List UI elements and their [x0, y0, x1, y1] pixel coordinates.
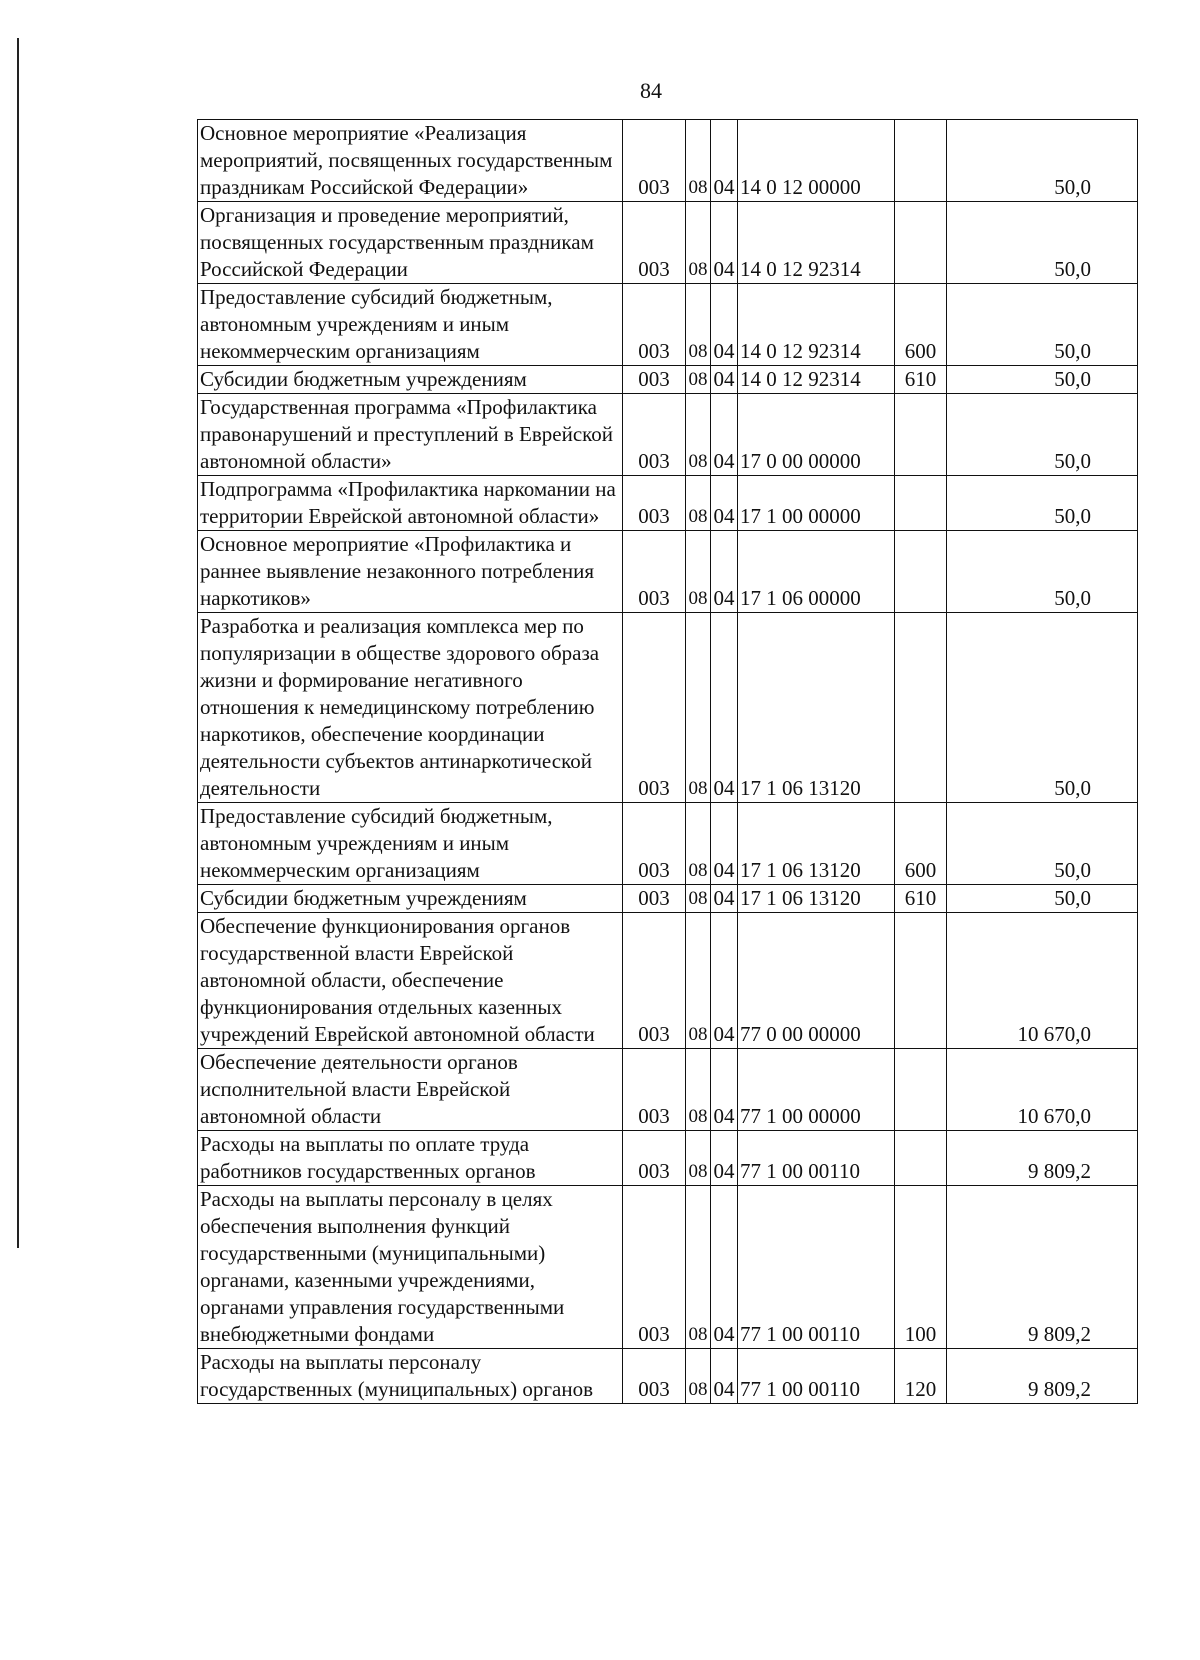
row-amount-cell: 50,0: [947, 284, 1138, 366]
table-row: [198, 1049, 1138, 1131]
row-grbs-cell: 003: [623, 366, 686, 394]
row-subsection-cell: 04: [711, 803, 738, 885]
table-row: [198, 531, 1138, 613]
row-subsection-cell: 04: [711, 120, 738, 202]
table-row: [198, 613, 1138, 803]
row-subsection-cell: 04: [711, 202, 738, 284]
row-name-cell: Организация и проведение мероприятий, посвященных государственным праздникам Российской Федерации: [198, 202, 623, 284]
table-row: [198, 284, 1138, 366]
row-target-article-cell: 14 0 12 92314: [738, 366, 895, 394]
row-target-article-cell: 77 1 00 00110: [738, 1186, 895, 1349]
row-expense-type-cell: [895, 1049, 947, 1131]
row-amount-cell: 50,0: [947, 202, 1138, 284]
row-name-cell: Расходы на выплаты персоналу в целях обеспечения выполнения функций государственными (муниципальными) органами, казенными учреждениями, органами управления государственными внебюджетными фондами: [198, 1186, 623, 1349]
row-expense-type-cell: [895, 476, 947, 531]
row-amount-cell: 50,0: [947, 531, 1138, 613]
row-grbs-cell: 003: [623, 1049, 686, 1131]
row-expense-type-cell: 600: [895, 803, 947, 885]
row-section-cell: 08: [686, 913, 711, 1049]
table-row: [198, 394, 1138, 476]
row-grbs-cell: 003: [623, 120, 686, 202]
row-grbs-cell: 003: [623, 613, 686, 803]
row-grbs-cell: 003: [623, 202, 686, 284]
row-expense-type-cell: [895, 913, 947, 1049]
row-target-article-cell: 77 1 00 00110: [738, 1131, 895, 1186]
row-section-cell: 08: [686, 885, 711, 913]
row-name-cell: Государственная программа «Профилактика правонарушений и преступлений в Еврейской автономной области»: [198, 394, 623, 476]
row-amount-cell: 50,0: [947, 120, 1138, 202]
row-target-article-cell: 14 0 12 92314: [738, 202, 895, 284]
table-row: [198, 1131, 1138, 1186]
row-grbs-cell: 003: [623, 531, 686, 613]
table-row: [198, 1349, 1138, 1404]
row-name-cell: Обеспечение деятельности органов исполнительной власти Еврейской автономной области: [198, 1049, 623, 1131]
row-expense-type-cell: [895, 120, 947, 202]
row-name-cell: Основное мероприятие «Реализация мероприятий, посвященных государственным праздникам Российской Федерации»: [198, 120, 623, 202]
row-amount-cell: 50,0: [947, 885, 1138, 913]
row-amount-cell: 50,0: [947, 476, 1138, 531]
row-name-cell: Основное мероприятие «Профилактика и раннее выявление незаконного потребления наркотиков»: [198, 531, 623, 613]
row-subsection-cell: 04: [711, 1349, 738, 1404]
row-grbs-cell: 003: [623, 1349, 686, 1404]
row-name-cell: Субсидии бюджетным учреждениям: [198, 885, 623, 913]
row-subsection-cell: 04: [711, 366, 738, 394]
row-target-article-cell: 14 0 12 92314: [738, 284, 895, 366]
table-row: [198, 1186, 1138, 1349]
row-amount-cell: 50,0: [947, 394, 1138, 476]
row-target-article-cell: 17 0 00 00000: [738, 394, 895, 476]
row-section-cell: 08: [686, 394, 711, 476]
row-section-cell: 08: [686, 120, 711, 202]
row-subsection-cell: 04: [711, 531, 738, 613]
row-expense-type-cell: 120: [895, 1349, 947, 1404]
row-name-cell: Подпрограмма «Профилактика наркомании на территории Еврейской автономной области»: [198, 476, 623, 531]
row-target-article-cell: 17 1 06 13120: [738, 885, 895, 913]
row-amount-cell: 10 670,0: [947, 1049, 1138, 1131]
row-amount-cell: 50,0: [947, 613, 1138, 803]
row-target-article-cell: 77 1 00 00000: [738, 1049, 895, 1131]
row-amount-cell: 9 809,2: [947, 1349, 1138, 1404]
row-expense-type-cell: 100: [895, 1186, 947, 1349]
row-subsection-cell: 04: [711, 913, 738, 1049]
row-subsection-cell: 04: [711, 885, 738, 913]
row-target-article-cell: 17 1 06 13120: [738, 613, 895, 803]
row-target-article-cell: 17 1 06 00000: [738, 531, 895, 613]
row-target-article-cell: 14 0 12 00000: [738, 120, 895, 202]
row-amount-cell: 50,0: [947, 803, 1138, 885]
row-subsection-cell: 04: [711, 476, 738, 531]
row-section-cell: 08: [686, 284, 711, 366]
row-name-cell: Предоставление субсидий бюджетным, автономным учреждениям и иным некоммерческим организациям: [198, 284, 623, 366]
table-row: [198, 803, 1138, 885]
row-expense-type-cell: [895, 531, 947, 613]
row-section-cell: 08: [686, 366, 711, 394]
row-name-cell: Расходы на выплаты по оплате труда работников государственных органов: [198, 1131, 623, 1186]
row-subsection-cell: 04: [711, 1186, 738, 1349]
page-number: 84: [640, 78, 662, 103]
row-amount-cell: 10 670,0: [947, 913, 1138, 1049]
row-expense-type-cell: [895, 202, 947, 284]
row-subsection-cell: 04: [711, 1131, 738, 1186]
row-section-cell: 08: [686, 1186, 711, 1349]
row-amount-cell: 9 809,2: [947, 1186, 1138, 1349]
row-grbs-cell: 003: [623, 885, 686, 913]
row-section-cell: 08: [686, 1049, 711, 1131]
row-expense-type-cell: [895, 613, 947, 803]
row-target-article-cell: 77 0 00 00000: [738, 913, 895, 1049]
row-name-cell: Предоставление субсидий бюджетным, автономным учреждениям и иным некоммерческим организациям: [198, 803, 623, 885]
row-expense-type-cell: [895, 394, 947, 476]
row-name-cell: Разработка и реализация комплекса мер по популяризации в обществе здорового образа жизни и формирование негативного отношения к немедицинскому потреблению наркотиков, обеспечение координации деятельности субъектов антинаркотической деятельности: [198, 613, 623, 803]
row-grbs-cell: 003: [623, 476, 686, 531]
budget-table-body: [198, 120, 1138, 1404]
row-section-cell: 08: [686, 202, 711, 284]
row-amount-cell: 50,0: [947, 366, 1138, 394]
row-target-article-cell: 77 1 00 00110: [738, 1349, 895, 1404]
row-grbs-cell: 003: [623, 1131, 686, 1186]
row-target-article-cell: 17 1 06 13120: [738, 803, 895, 885]
row-subsection-cell: 04: [711, 394, 738, 476]
row-section-cell: 08: [686, 613, 711, 803]
table-row: [198, 476, 1138, 531]
table-row: [198, 366, 1138, 394]
table-row: [198, 885, 1138, 913]
row-grbs-cell: 003: [623, 803, 686, 885]
row-section-cell: 08: [686, 1131, 711, 1186]
row-expense-type-cell: 610: [895, 885, 947, 913]
row-amount-cell: 9 809,2: [947, 1131, 1138, 1186]
table-row: [198, 120, 1138, 202]
row-section-cell: 08: [686, 476, 711, 531]
row-expense-type-cell: 600: [895, 284, 947, 366]
row-grbs-cell: 003: [623, 394, 686, 476]
table-row: [198, 913, 1138, 1049]
row-subsection-cell: 04: [711, 1049, 738, 1131]
row-section-cell: 08: [686, 1349, 711, 1404]
budget-table: [197, 119, 1138, 1404]
row-name-cell: Расходы на выплаты персоналу государственных (муниципальных) органов: [198, 1349, 623, 1404]
row-expense-type-cell: 610: [895, 366, 947, 394]
row-subsection-cell: 04: [711, 613, 738, 803]
row-section-cell: 08: [686, 531, 711, 613]
row-expense-type-cell: [895, 1131, 947, 1186]
row-target-article-cell: 17 1 00 00000: [738, 476, 895, 531]
row-subsection-cell: 04: [711, 284, 738, 366]
table-row: [198, 202, 1138, 284]
row-name-cell: Субсидии бюджетным учреждениям: [198, 366, 623, 394]
row-grbs-cell: 003: [623, 1186, 686, 1349]
binding-edge-line: [17, 38, 19, 1248]
row-grbs-cell: 003: [623, 913, 686, 1049]
row-section-cell: 08: [686, 803, 711, 885]
row-grbs-cell: 003: [623, 284, 686, 366]
row-name-cell: Обеспечение функционирования органов государственной власти Еврейской автономной области, обеспечение функционирования отдельных казенных учреждений Еврейской автономной области: [198, 913, 623, 1049]
